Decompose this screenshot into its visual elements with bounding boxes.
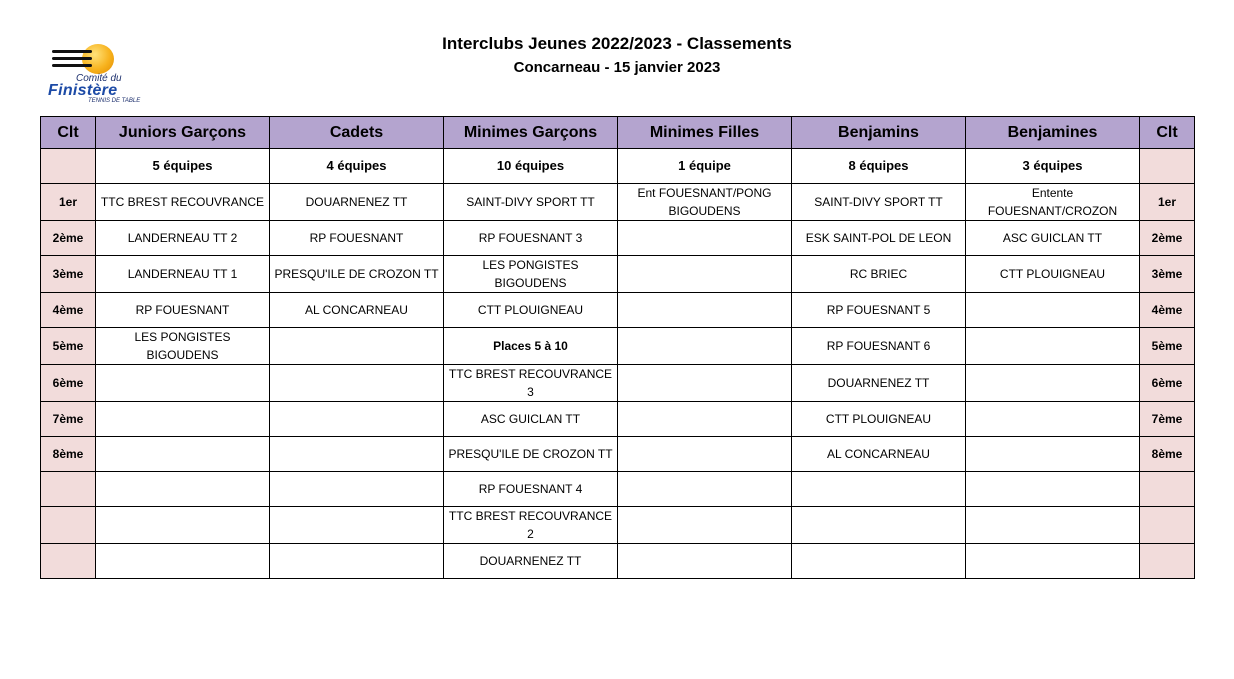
team-count-cell: 10 équipes [444, 149, 618, 184]
column-header-benjamins: Benjamins [792, 117, 966, 149]
team-cell: CTT PLOUIGNEAU [444, 293, 618, 328]
team-cell [618, 256, 792, 293]
page-subtitle: Concarneau - 15 janvier 2023 [513, 59, 721, 76]
team-cell: SAINT-DIVY SPORT TT [444, 184, 618, 221]
table-row [41, 328, 1195, 365]
team-cell: RP FOUESNANT 4 [444, 472, 618, 507]
team-cell [96, 472, 270, 507]
team-cell: RP FOUESNANT 5 [792, 293, 966, 328]
rank-cell-right: 7ème [1140, 402, 1195, 437]
team-cell: ASC GUICLAN TT [444, 402, 618, 437]
team-cell: TTC BREST RECOUVRANCE 2 [444, 507, 618, 544]
team-cell [966, 507, 1140, 544]
team-cell: ESK SAINT-POL DE LEON [792, 221, 966, 256]
team-cell [96, 402, 270, 437]
team-cell: ASC GUICLAN TT [966, 221, 1140, 256]
standings-table [40, 116, 1195, 579]
team-cell [618, 507, 792, 544]
team-cell [96, 437, 270, 472]
rank-cell-right [1140, 472, 1195, 507]
rank-cell-right [1140, 544, 1195, 579]
rank-cell-left: 6ème [41, 365, 96, 402]
team-cell: DOUARNENEZ TT [270, 184, 444, 221]
table-row [41, 402, 1195, 437]
header-row [41, 117, 1195, 149]
team-cell: AL CONCARNEAU [270, 293, 444, 328]
rank-cell-right: 5ème [1140, 328, 1195, 365]
team-cell: Ent FOUESNANT/PONG BIGOUDENS [618, 184, 792, 221]
rank-cell-right: 2ème [1140, 221, 1195, 256]
team-cell [270, 544, 444, 579]
team-cell: DOUARNENEZ TT [444, 544, 618, 579]
rank-cell-right: 3ème [1140, 256, 1195, 293]
team-cell [270, 328, 444, 365]
team-cell: CTT PLOUIGNEAU [792, 402, 966, 437]
team-cell [618, 328, 792, 365]
table-row [41, 472, 1195, 507]
team-cell [270, 507, 444, 544]
team-cell: PRESQU'ILE DE CROZON TT [270, 256, 444, 293]
rank-cell-left [41, 507, 96, 544]
rank-cell-left [41, 149, 96, 184]
table-row [41, 437, 1195, 472]
team-cell: DOUARNENEZ TT [792, 365, 966, 402]
rank-cell-left: 1er [41, 184, 96, 221]
team-cell: RC BRIEC [792, 256, 966, 293]
logo-text-tennis-de-table: TENNIS DE TABLE [88, 98, 141, 104]
team-cell [270, 365, 444, 402]
table-row [41, 507, 1195, 544]
logo-text-finistere: Finistère [48, 82, 118, 99]
team-count-row [41, 149, 1195, 184]
rank-cell-left: 2ème [41, 221, 96, 256]
column-header-benjamines: Benjamines [966, 117, 1140, 149]
table-row [41, 221, 1195, 256]
rank-cell-right [1140, 507, 1195, 544]
rank-cell-left: 7ème [41, 402, 96, 437]
team-cell [966, 293, 1140, 328]
team-cell [618, 402, 792, 437]
table-row [41, 293, 1195, 328]
rank-cell-right: 1er [1140, 184, 1195, 221]
team-cell: Entente FOUESNANT/CROZON [966, 184, 1140, 221]
column-header-minimes-garcons: Minimes Garçons [444, 117, 618, 149]
team-cell [618, 293, 792, 328]
team-cell [96, 544, 270, 579]
rank-cell-right [1140, 149, 1195, 184]
column-header-minimes-filles: Minimes Filles [618, 117, 792, 149]
team-cell: AL CONCARNEAU [792, 437, 966, 472]
team-cell [96, 365, 270, 402]
column-header-clt-right: Clt [1140, 117, 1195, 149]
column-header-clt-left: Clt [41, 117, 96, 149]
team-cell [792, 507, 966, 544]
team-cell [618, 544, 792, 579]
team-cell [96, 507, 270, 544]
team-cell [966, 472, 1140, 507]
team-cell [270, 437, 444, 472]
table-row [41, 256, 1195, 293]
rank-cell-left [41, 544, 96, 579]
team-cell: CTT PLOUIGNEAU [966, 256, 1140, 293]
rank-cell-right: 6ème [1140, 365, 1195, 402]
team-cell: TTC BREST RECOUVRANCE [96, 184, 270, 221]
team-count-cell: 5 équipes [96, 149, 270, 184]
team-cell: LANDERNEAU TT 2 [96, 221, 270, 256]
team-cell [966, 544, 1140, 579]
rank-cell-left: 8ème [41, 437, 96, 472]
team-cell [270, 472, 444, 507]
team-cell [966, 402, 1140, 437]
column-header-juniors-garcons: Juniors Garçons [96, 117, 270, 149]
team-count-cell: 3 équipes [966, 149, 1140, 184]
team-cell: LES PONGISTES BIGOUDENS [444, 256, 618, 293]
table-row [41, 184, 1195, 221]
team-cell: PRESQU'ILE DE CROZON TT [444, 437, 618, 472]
team-cell: RP FOUESNANT [270, 221, 444, 256]
team-count-cell: 8 équipes [792, 149, 966, 184]
team-cell: Places 5 à 10 [444, 328, 618, 365]
team-cell [966, 437, 1140, 472]
rank-cell-right: 8ème [1140, 437, 1195, 472]
team-cell: RP FOUESNANT 6 [792, 328, 966, 365]
team-cell: LANDERNEAU TT 1 [96, 256, 270, 293]
rank-cell-left: 5ème [41, 328, 96, 365]
rank-cell-left: 3ème [41, 256, 96, 293]
team-cell [792, 472, 966, 507]
logo-text-comite: Comité du [76, 73, 122, 84]
team-cell [618, 221, 792, 256]
team-cell [270, 402, 444, 437]
team-cell: SAINT-DIVY SPORT TT [792, 184, 966, 221]
rank-cell-left: 4ème [41, 293, 96, 328]
team-cell: LES PONGISTES BIGOUDENS [96, 328, 270, 365]
team-cell [618, 472, 792, 507]
team-cell [966, 365, 1140, 402]
page-title: Interclubs Jeunes 2022/2023 - Classements [442, 34, 792, 53]
table-row [41, 544, 1195, 579]
column-header-cadets: Cadets [270, 117, 444, 149]
team-count-cell: 1 équipe [618, 149, 792, 184]
team-cell: RP FOUESNANT [96, 293, 270, 328]
team-cell: TTC BREST RECOUVRANCE 3 [444, 365, 618, 402]
rank-cell-right: 4ème [1140, 293, 1195, 328]
rank-cell-left [41, 472, 96, 507]
team-cell [966, 328, 1140, 365]
team-cell [792, 544, 966, 579]
team-count-cell: 4 équipes [270, 149, 444, 184]
team-cell [618, 437, 792, 472]
team-cell: RP FOUESNANT 3 [444, 221, 618, 256]
table-row [41, 365, 1195, 402]
team-cell [618, 365, 792, 402]
